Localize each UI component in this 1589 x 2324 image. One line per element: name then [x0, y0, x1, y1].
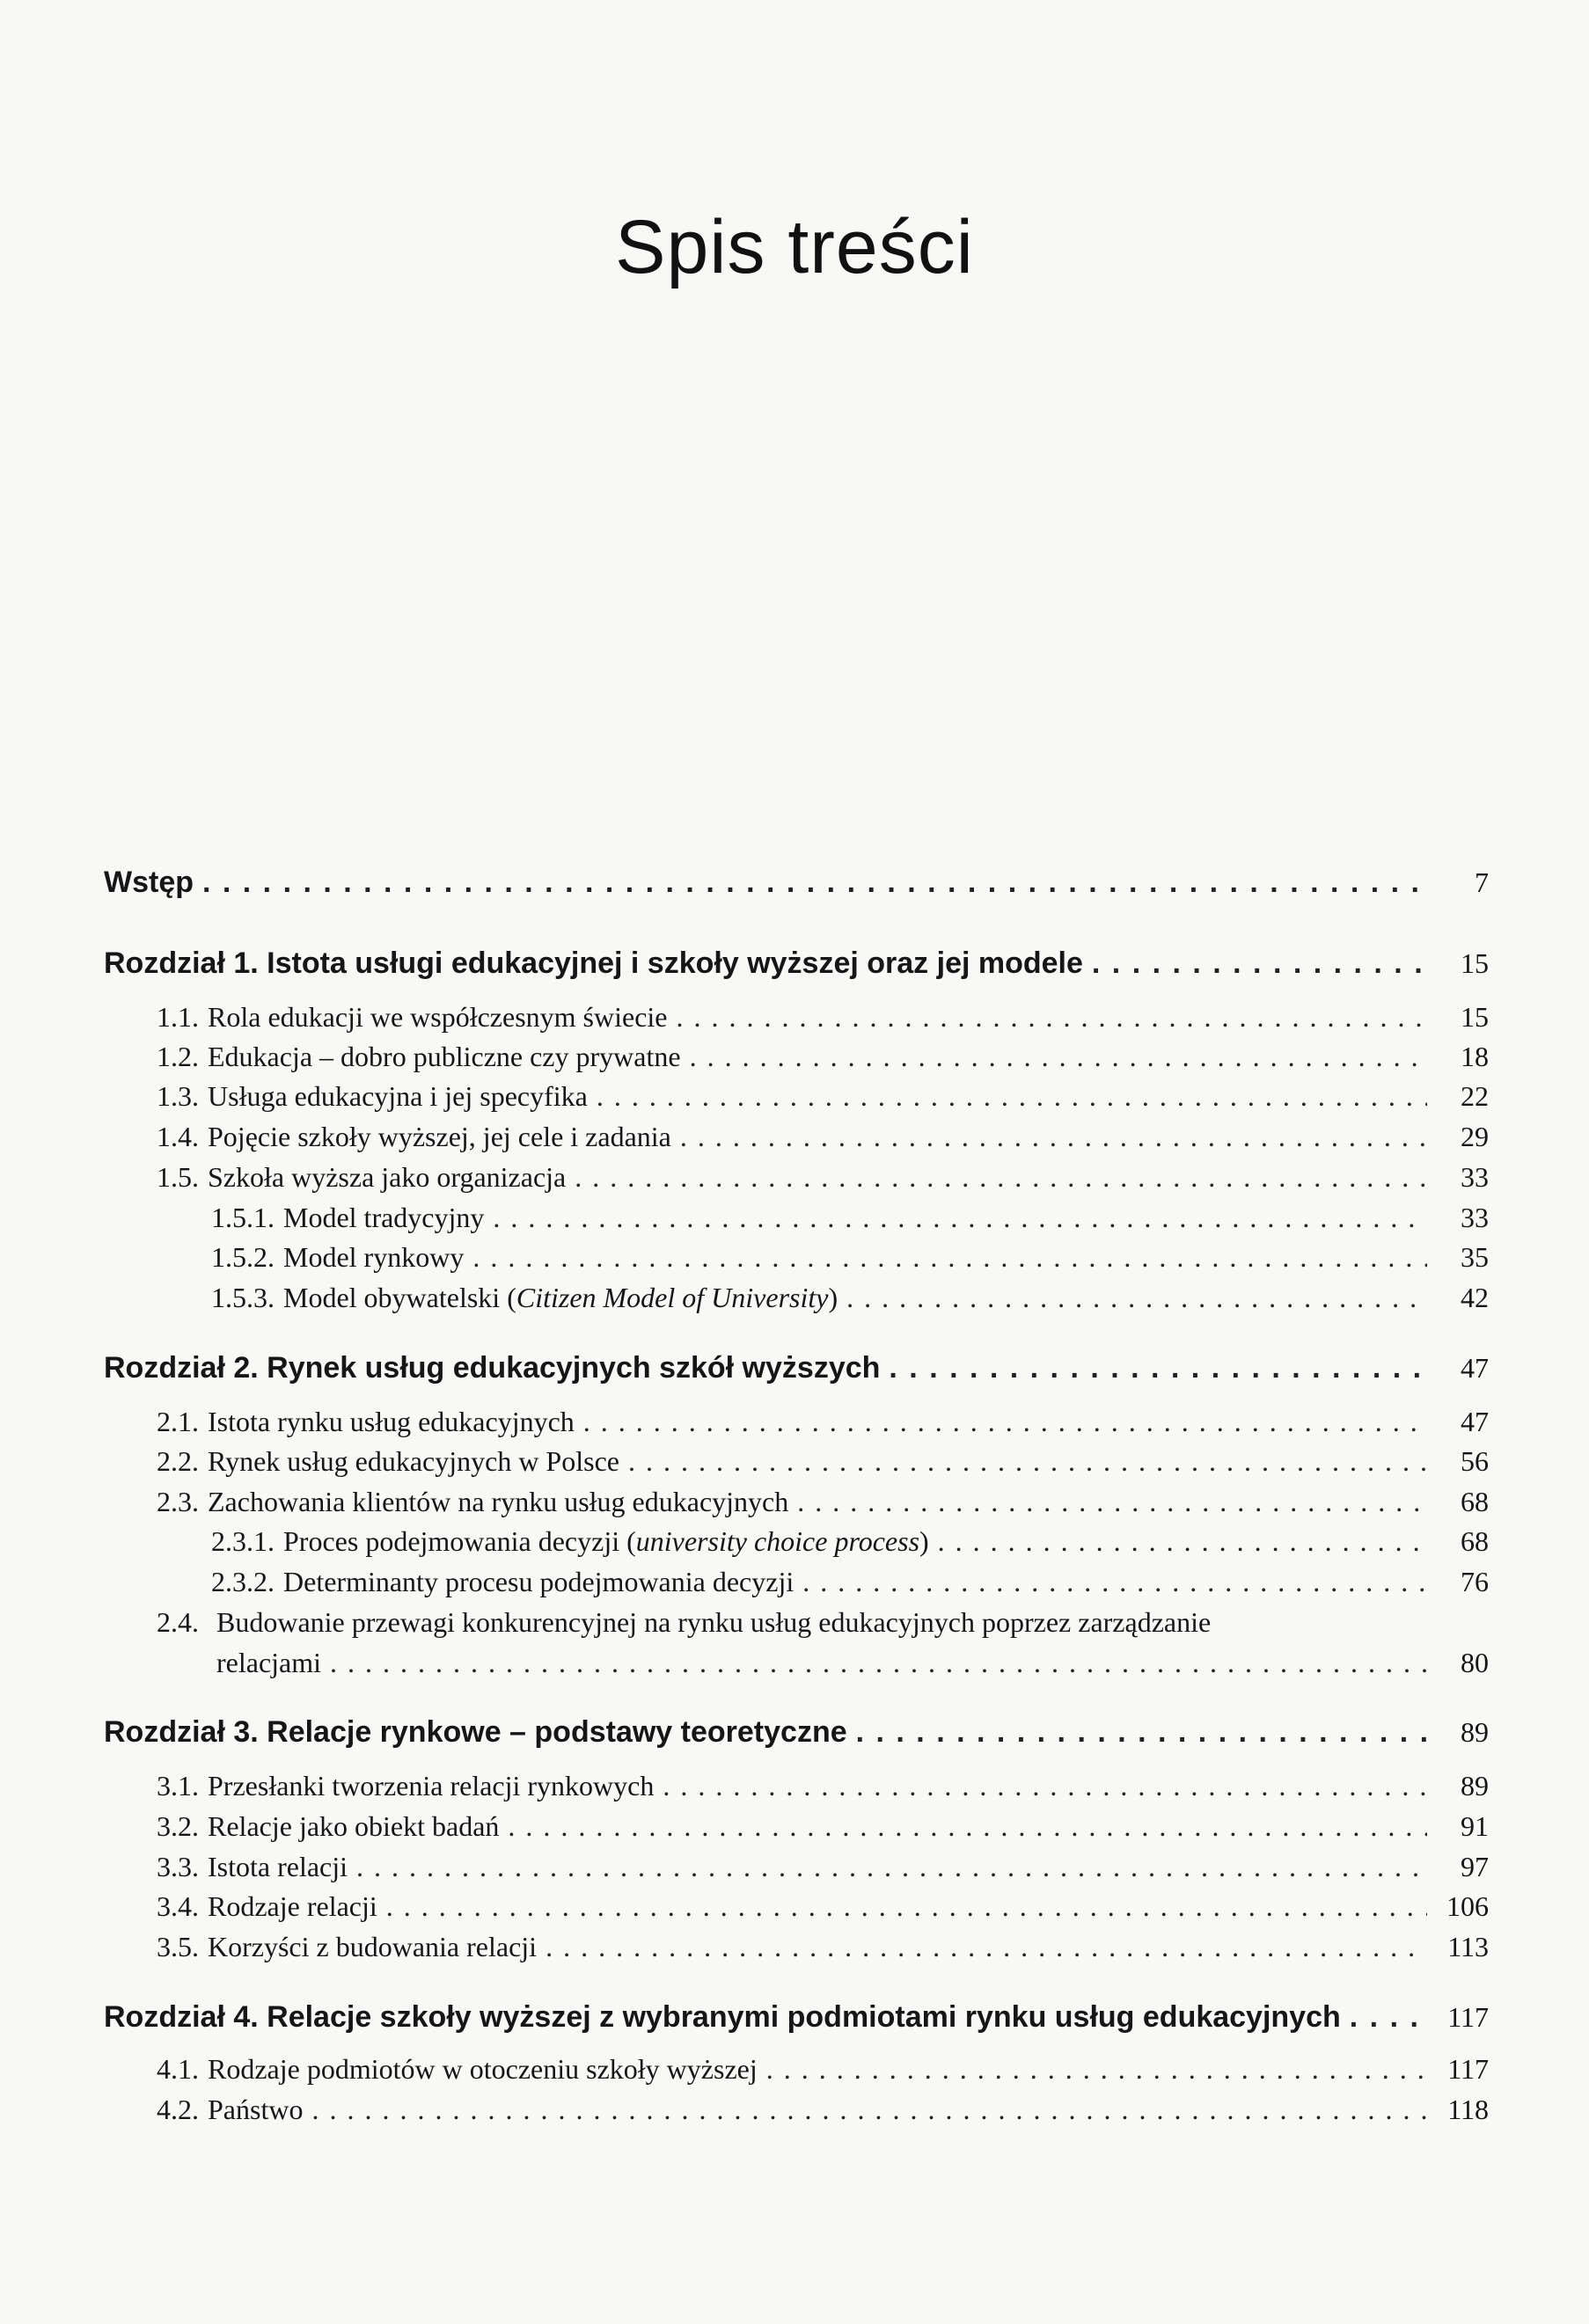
- leader-dots: [677, 1001, 1428, 1034]
- leader-dots: [802, 1566, 1427, 1598]
- toc-page: 89: [1461, 1716, 1489, 1748]
- leader-dots: [546, 1931, 1427, 1963]
- toc-section-3-3[interactable]: [157, 1851, 1489, 1889]
- leader-dots: [663, 1770, 1427, 1802]
- toc-page: 97: [1461, 1851, 1489, 1882]
- toc-page: 7: [1475, 866, 1489, 898]
- leader-dots: [356, 1851, 1427, 1883]
- toc-chapter-intro[interactable]: [104, 866, 1489, 904]
- toc-page: 117: [1447, 2053, 1489, 2085]
- toc-title: Istota rynku usług edukacyjnych: [208, 1406, 575, 1437]
- toc-section-1-2[interactable]: [157, 1041, 1489, 1079]
- toc-page: 47: [1461, 1352, 1489, 1384]
- title-italic: Citizen Model of University: [516, 1282, 829, 1313]
- toc-section-4-2[interactable]: [157, 2094, 1489, 2132]
- leader-dots: [583, 1406, 1427, 1438]
- toc-title: Rodzaje relacji: [208, 1890, 377, 1922]
- leader-dots: [889, 1351, 1427, 1385]
- toc-subsection-2-3-2[interactable]: [211, 1566, 1489, 1604]
- toc-number: 2.3.1.: [211, 1525, 275, 1557]
- leader-dots: [202, 866, 1427, 900]
- toc-chapter-3[interactable]: [104, 1715, 1489, 1754]
- leader-dots: [938, 1525, 1427, 1558]
- toc-section-3-4[interactable]: [157, 1890, 1489, 1929]
- toc-number: 1.5.2.: [211, 1241, 275, 1273]
- toc-title-cont: relacjami: [216, 1647, 322, 1678]
- toc-page: 113: [1447, 1931, 1489, 1962]
- title-end: ): [828, 1282, 838, 1313]
- toc-title: Model tradycyjny: [283, 1202, 485, 1233]
- toc-title: Wstęp: [104, 866, 194, 899]
- toc-page: 89: [1461, 1770, 1489, 1801]
- toc-title: Rynek usług edukacyjnych w Polsce: [208, 1445, 619, 1477]
- leader-dots: [628, 1445, 1427, 1478]
- leader-dots: [330, 1647, 1427, 1679]
- toc-section-2-3[interactable]: [157, 1486, 1489, 1524]
- toc-number: 1.5.: [157, 1161, 199, 1193]
- toc-section-1-5[interactable]: [157, 1161, 1489, 1200]
- toc-title: Rozdział 3. Relacje rynkowe – podstawy teoretyczne: [104, 1715, 847, 1749]
- toc-page: 106: [1446, 1890, 1489, 1922]
- toc-page: 29: [1461, 1121, 1489, 1152]
- toc-section-2-1[interactable]: [157, 1406, 1489, 1444]
- toc-section-1-1[interactable]: [157, 1001, 1489, 1040]
- leader-dots: [690, 1041, 1427, 1073]
- toc-number: 2.2.: [157, 1445, 199, 1477]
- page-title: Spis treści: [615, 205, 974, 289]
- toc-title: Usługa edukacyjna i jej specyfika: [208, 1080, 588, 1112]
- toc-title: Pojęcie szkoły wyższej, jej cele i zadania: [208, 1121, 671, 1152]
- toc-page: 15: [1461, 1001, 1489, 1033]
- leader-dots: [472, 1241, 1427, 1274]
- toc-number: 3.2.: [157, 1810, 199, 1842]
- leader-dots: [597, 1080, 1427, 1113]
- toc-section-2-4-line1[interactable]: [157, 1606, 1211, 1639]
- toc-number: 3.3.: [157, 1851, 199, 1882]
- leader-dots: [797, 1486, 1427, 1518]
- toc-page: 33: [1461, 1161, 1489, 1193]
- toc-title: Budowanie przewagi konkurencyjnej na rynku usług edukacyjnych poprzez zarządzanie: [216, 1606, 1212, 1638]
- leader-dots: [386, 1890, 1427, 1923]
- title-start: Proces podejmowania decyzji (: [283, 1525, 636, 1557]
- toc-page: 117: [1447, 2001, 1489, 2033]
- toc-number: 3.4.: [157, 1890, 199, 1922]
- toc-title: Przesłanki tworzenia relacji rynkowych: [208, 1770, 655, 1801]
- toc-subsection-1-5-2[interactable]: [211, 1241, 1489, 1280]
- leader-dots: [575, 1161, 1427, 1194]
- toc-number: 1.5.1.: [211, 1202, 275, 1233]
- toc-title: [283, 1282, 838, 1314]
- toc-title: Istota relacji: [208, 1851, 348, 1882]
- toc-title: Rola edukacji we współczesnym świecie: [208, 1001, 668, 1033]
- toc-page: 80: [1461, 1647, 1489, 1678]
- leader-dots: [846, 1282, 1427, 1314]
- toc-number: 2.3.: [157, 1486, 199, 1517]
- leader-dots: [493, 1202, 1427, 1234]
- toc-page: 76: [1461, 1566, 1489, 1597]
- toc-chapter-4[interactable]: [104, 2000, 1489, 2039]
- toc-subsection-2-3-1[interactable]: [211, 1525, 1489, 1564]
- toc-title: Edukacja – dobro publiczne czy prywatne: [208, 1041, 681, 1072]
- toc-section-2-2[interactable]: [157, 1445, 1489, 1484]
- leader-dots: [1350, 2000, 1427, 2035]
- toc-title: Rozdział 2. Rynek usług edukacyjnych szkół wyższych: [104, 1351, 881, 1385]
- toc-number: 4.2.: [157, 2094, 199, 2125]
- toc-title: Państwo: [208, 2094, 304, 2125]
- toc-number: 2.4.: [157, 1606, 199, 1638]
- toc-number: 1.4.: [157, 1121, 199, 1152]
- toc-chapter-2[interactable]: [104, 1351, 1489, 1390]
- toc-number: 1.5.3.: [211, 1282, 275, 1313]
- toc-number: 2.1.: [157, 1406, 199, 1437]
- toc-number: 2.3.2.: [211, 1566, 275, 1597]
- toc-number: 1.1.: [157, 1001, 199, 1033]
- leader-dots: [766, 2053, 1427, 2086]
- leader-dots: [680, 1121, 1427, 1153]
- toc-section-3-1[interactable]: [157, 1770, 1489, 1809]
- toc-number: 3.1.: [157, 1770, 199, 1801]
- toc-title: Rodzaje podmiotów w otoczeniu szkoły wyższej: [208, 2053, 758, 2085]
- toc-page: 35: [1461, 1241, 1489, 1273]
- toc-number: 4.1.: [157, 2053, 199, 2085]
- toc-title: Zachowania klientów na rynku usług edukacyjnych: [208, 1486, 789, 1517]
- toc-title: Rozdział 4. Relacje szkoły wyższej z wybranymi podmiotami rynku usług edukacyjnych: [104, 2000, 1341, 2034]
- toc-title: [283, 1525, 929, 1558]
- toc-page: 42: [1461, 1282, 1489, 1313]
- leader-dots: [856, 1715, 1427, 1750]
- toc-page: 56: [1461, 1445, 1489, 1477]
- leader-dots: [1092, 946, 1427, 981]
- toc-section-1-4[interactable]: [157, 1121, 1489, 1159]
- title-italic: university choice process: [635, 1525, 920, 1557]
- toc-section-3-2[interactable]: [157, 1810, 1489, 1849]
- toc-page: 15: [1461, 947, 1489, 979]
- toc-page: 33: [1461, 1202, 1489, 1233]
- toc-title: Determinanty procesu podejmowania decyzji: [283, 1566, 794, 1597]
- toc-page: 118: [1447, 2094, 1489, 2125]
- toc-number: 1.3.: [157, 1080, 199, 1112]
- toc-page: 91: [1461, 1810, 1489, 1842]
- title-start: Model obywatelski (: [283, 1282, 516, 1313]
- toc-section-1-3[interactable]: [157, 1080, 1489, 1119]
- toc-title: Model rynkowy: [283, 1241, 465, 1273]
- toc-number: 3.5.: [157, 1931, 199, 1962]
- toc-subsection-1-5-1[interactable]: [211, 1202, 1489, 1240]
- title-end: ): [919, 1525, 929, 1557]
- toc-section-2-4[interactable]: [216, 1647, 1489, 1685]
- toc-title: Korzyści z budowania relacji: [208, 1931, 538, 1962]
- toc-page: 22: [1461, 1080, 1489, 1112]
- toc-title: Rozdział 1. Istota usługi edukacyjnej i szkoły wyższej oraz jej modele: [104, 946, 1083, 980]
- toc-page: 18: [1461, 1041, 1489, 1072]
- leader-dots: [508, 1810, 1427, 1843]
- toc-number: 1.2.: [157, 1041, 199, 1072]
- leader-dots: [311, 2094, 1427, 2126]
- toc-section-3-5[interactable]: [157, 1931, 1489, 1970]
- toc-chapter-1[interactable]: [104, 946, 1489, 985]
- toc-page: 68: [1461, 1486, 1489, 1517]
- toc-section-4-1[interactable]: [157, 2053, 1489, 2092]
- toc-subsection-1-5-3[interactable]: [211, 1282, 1489, 1320]
- toc-title: Relacje jako obiekt badań: [208, 1810, 500, 1842]
- toc-page: 68: [1461, 1525, 1489, 1557]
- toc-page: 47: [1461, 1406, 1489, 1437]
- toc-title: Szkoła wyższa jako organizacja: [208, 1161, 567, 1193]
